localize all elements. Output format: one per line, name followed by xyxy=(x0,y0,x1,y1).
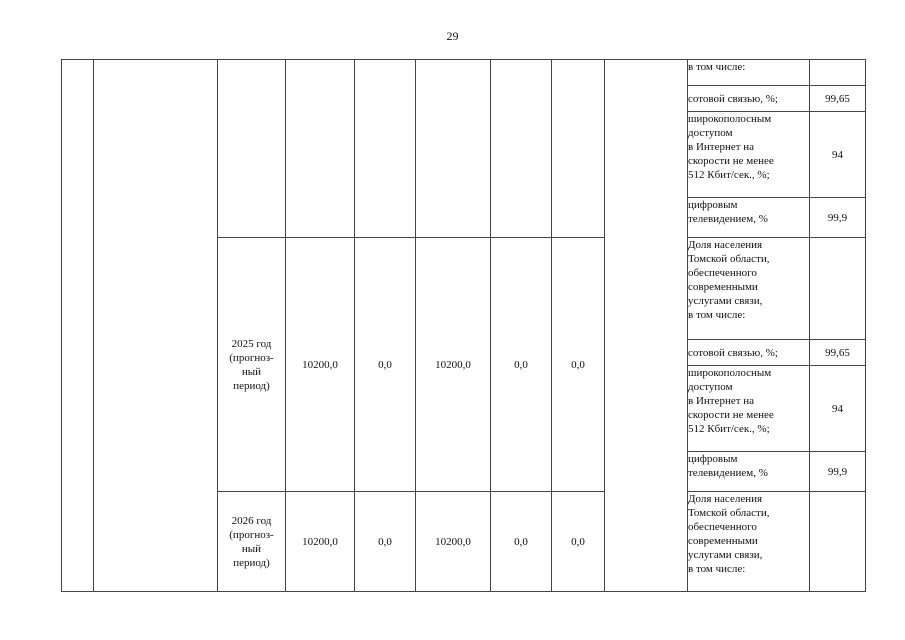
indicator-in-that-number: в том числе: xyxy=(688,60,810,86)
indicator-value-empty xyxy=(810,60,866,86)
share-line: обеспеченного xyxy=(688,267,757,279)
year-cell-2025 xyxy=(218,238,286,492)
regional-2026: 10200,0 xyxy=(416,492,491,592)
share-line: Доля населения xyxy=(688,493,763,505)
year-line: (прогноз- xyxy=(229,351,274,364)
broadband-line: доступом xyxy=(688,381,733,393)
page-number: 29 xyxy=(446,29,459,43)
indicator-value-empty xyxy=(810,238,866,340)
total-2025: 10200,0 xyxy=(286,238,355,492)
share-line: в том числе: xyxy=(688,309,746,321)
share-header-2025 xyxy=(688,238,810,340)
share-line: Томской области, xyxy=(688,507,770,519)
share-line: обеспеченного xyxy=(688,521,757,533)
indicator-cellular-value: 99,65 xyxy=(810,86,866,112)
local-2026: 0,0 xyxy=(491,492,552,592)
indicator-cellular: сотовой связью, %; xyxy=(688,340,810,366)
indicator-value-empty xyxy=(810,492,866,592)
digital-tv-line: цифровым xyxy=(688,453,738,465)
digital-tv-line: цифровым xyxy=(688,199,738,211)
total-2026: 10200,0 xyxy=(286,492,355,592)
share-line: услугами связи, xyxy=(688,549,763,561)
broadband-line: доступом xyxy=(688,127,733,139)
share-line: Томской области, xyxy=(688,253,770,265)
cell-year xyxy=(218,60,286,238)
year-line: ный xyxy=(241,542,262,555)
cell-number xyxy=(62,60,94,592)
broadband-line: в Интернет на xyxy=(688,395,755,407)
share-line: Доля населения xyxy=(688,239,763,251)
indicator-broadband xyxy=(688,366,810,452)
program-table xyxy=(61,59,866,592)
federal-2026: 0,0 xyxy=(355,492,416,592)
federal-2025: 0,0 xyxy=(355,238,416,492)
share-line: современными xyxy=(688,535,758,547)
broadband-line: в Интернет на xyxy=(688,141,755,153)
broadband-line: скорости не менее xyxy=(688,155,774,167)
broadband-line: широкополосным xyxy=(688,113,772,125)
indicator-cellular: сотовой связью, %; xyxy=(688,86,810,112)
year-line: ный xyxy=(241,365,262,378)
share-header-2026 xyxy=(688,492,810,592)
indicator-digital-tv-value: 99,9 xyxy=(810,452,866,492)
broadband-line: 512 Кбит/сек., %; xyxy=(688,423,770,435)
indicator-broadband-value: 94 xyxy=(810,366,866,452)
extra-2025: 0,0 xyxy=(552,238,605,492)
cell-extra xyxy=(552,60,605,238)
indicator-digital-tv xyxy=(688,198,810,238)
year-line: период) xyxy=(233,556,270,569)
cell-regional xyxy=(416,60,491,238)
extra-2026: 0,0 xyxy=(552,492,605,592)
indicator-broadband-value: 94 xyxy=(810,112,866,198)
broadband-line: 512 Кбит/сек., %; xyxy=(688,169,770,181)
broadband-line: скорости не менее xyxy=(688,409,774,421)
cell-total xyxy=(286,60,355,238)
cell-executor xyxy=(605,60,688,592)
digital-tv-line: телевидением, % xyxy=(688,213,768,225)
year-line: (прогноз- xyxy=(229,528,274,541)
indicator-digital-tv xyxy=(688,452,810,492)
digital-tv-line: телевидением, % xyxy=(688,467,768,479)
year-line: период) xyxy=(233,379,270,392)
year-line: 2025 год xyxy=(231,337,272,350)
indicator-digital-tv-value: 99,9 xyxy=(810,198,866,238)
share-line: услугами связи, xyxy=(688,295,763,307)
year-line: 2026 год xyxy=(231,514,272,527)
share-line: в том числе: xyxy=(688,563,746,575)
share-line: современными xyxy=(688,281,758,293)
broadband-line: широкополосным xyxy=(688,367,772,379)
indicator-cellular-value: 99,65 xyxy=(810,340,866,366)
year-cell-2026 xyxy=(218,492,286,592)
cell-task-name xyxy=(94,60,218,592)
cell-local xyxy=(491,60,552,238)
cell-federal xyxy=(355,60,416,238)
regional-2025: 10200,0 xyxy=(416,238,491,492)
indicator-broadband xyxy=(688,112,810,198)
local-2025: 0,0 xyxy=(491,238,552,492)
table-row xyxy=(62,60,866,86)
